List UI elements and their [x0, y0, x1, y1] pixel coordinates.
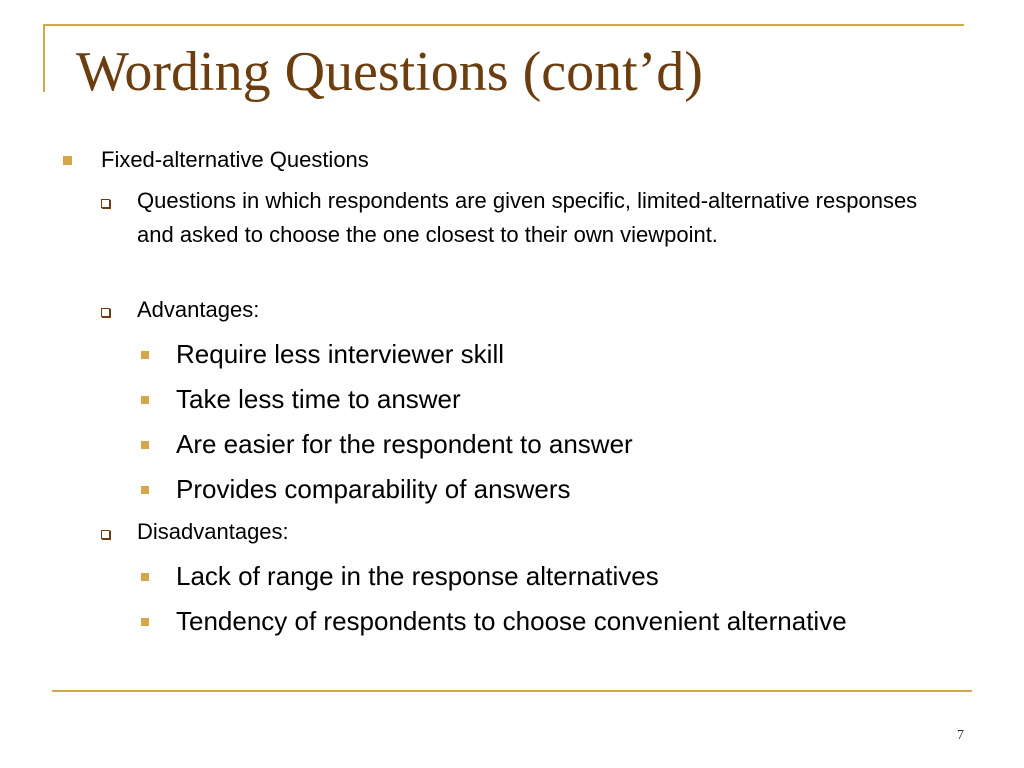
- square-bullet-icon: [141, 396, 149, 404]
- slide-title: Wording Questions (cont’d): [76, 41, 703, 103]
- bullet-advantages-heading: Advantages:: [137, 297, 260, 322]
- hollow-square-bullet-icon: [101, 530, 110, 539]
- bullet-fixed-alternative: Fixed-alternative Questions: [101, 147, 369, 172]
- square-bullet-icon: [141, 573, 149, 581]
- square-bullet-icon: [141, 351, 149, 359]
- page-number: 7: [957, 728, 964, 743]
- bullet-definition: Questions in which respondents are given specific, limited-alternative responses and asked to choose the one closest to their own viewpoint.: [137, 188, 918, 247]
- advantage-item: Provides comparability of answers: [176, 474, 571, 504]
- hollow-square-bullet-icon: [101, 308, 110, 317]
- square-bullet-icon: [63, 156, 72, 165]
- square-bullet-icon: [141, 486, 149, 494]
- advantage-item: Require less interviewer skill: [176, 339, 504, 369]
- advantage-item: Take less time to answer: [176, 384, 461, 414]
- bullet-disadvantages-heading: Disadvantages:: [137, 519, 289, 544]
- disadvantage-item: Lack of range in the response alternatives: [176, 561, 659, 591]
- square-bullet-icon: [141, 441, 149, 449]
- hollow-square-bullet-icon: [101, 199, 110, 208]
- square-bullet-icon: [141, 618, 149, 626]
- disadvantage-item: Tendency of respondents to choose convenient alternative: [176, 606, 847, 636]
- advantage-item: Are easier for the respondent to answer: [176, 429, 633, 459]
